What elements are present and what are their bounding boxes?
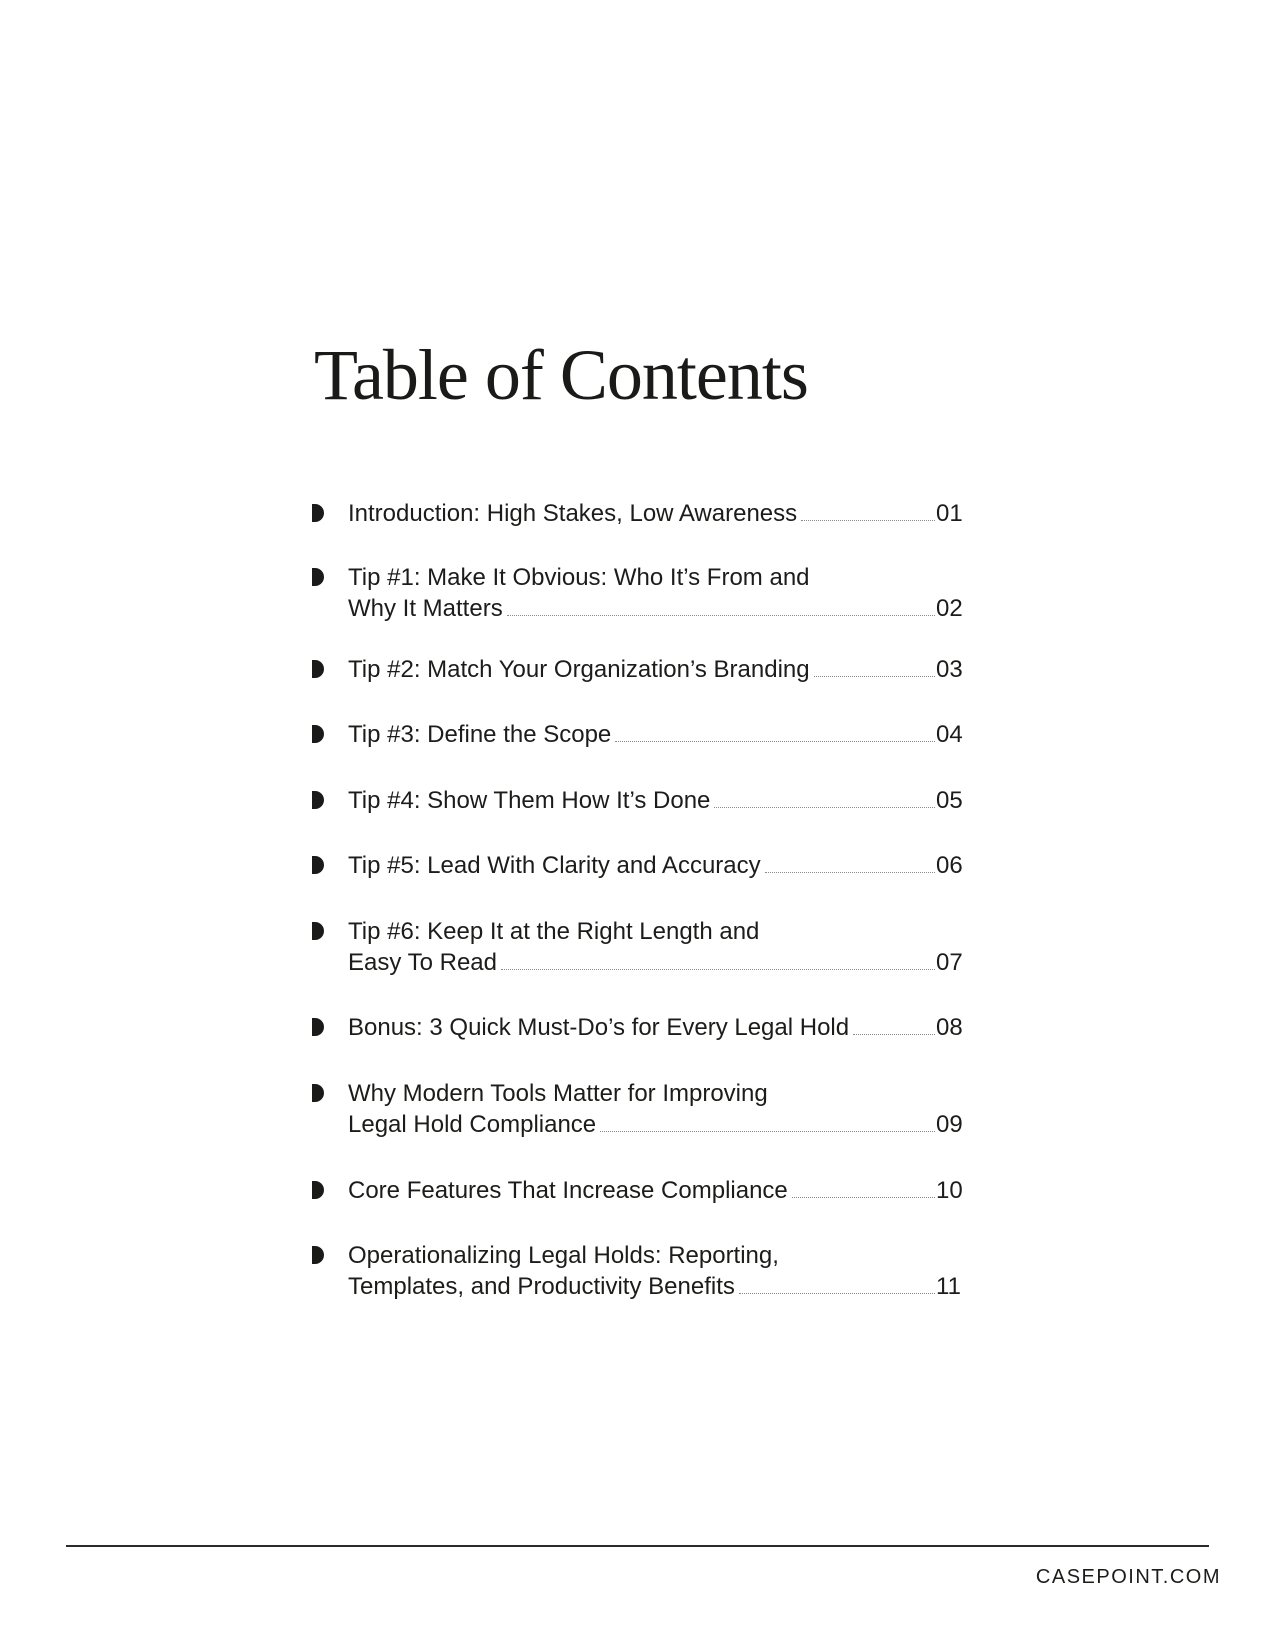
page-title: Table of Contents (314, 335, 808, 415)
dot-leader (714, 807, 935, 808)
toc-page-number: 03 (936, 656, 963, 683)
toc-entry-title-line: Templates, and Productivity Benefits (348, 1273, 735, 1300)
half-circle-bullet-icon (312, 725, 324, 743)
toc-page-number: 04 (936, 721, 963, 748)
footer-website-link[interactable]: CASEPOINT.COM (1035, 1566, 1221, 1588)
toc-page-number: 07 (936, 949, 963, 976)
toc-entry-title: Tip #4: Show Them How It’s Done (348, 787, 711, 814)
dot-leader (801, 520, 935, 521)
dot-leader (507, 615, 935, 616)
half-circle-bullet-icon (312, 660, 324, 678)
toc-entry-title-line: Easy To Read (348, 949, 497, 976)
dot-leader (765, 872, 935, 873)
toc-page-number: 02 (936, 595, 963, 622)
half-circle-bullet-icon (312, 1181, 324, 1199)
dot-leader (600, 1131, 935, 1132)
dot-leader (615, 741, 935, 742)
half-circle-bullet-icon (312, 504, 324, 522)
dot-leader (814, 676, 935, 677)
half-circle-bullet-icon (312, 791, 324, 809)
toc-entry-title: Tip #2: Match Your Organization’s Branding (348, 656, 810, 683)
dot-leader (853, 1034, 935, 1035)
toc-entry-title-line: Tip #6: Keep It at the Right Length and (348, 918, 760, 945)
toc-entry-title: Tip #3: Define the Scope (348, 721, 612, 748)
half-circle-bullet-icon (312, 568, 324, 586)
toc-entry-title-line: Operationalizing Legal Holds: Reporting, (348, 1242, 779, 1269)
toc-entry-title-line: Why Modern Tools Matter for Improving (348, 1080, 768, 1107)
footer-divider (66, 1545, 1209, 1547)
half-circle-bullet-icon (312, 856, 324, 874)
dot-leader (501, 969, 935, 970)
half-circle-bullet-icon (312, 1084, 324, 1102)
table-of-contents (312, 0, 972, 1650)
dot-leader (792, 1197, 935, 1198)
toc-entry-title-line: Legal Hold Compliance (348, 1111, 597, 1138)
toc-entry-title: Bonus: 3 Quick Must-Do’s for Every Legal Hold (348, 1014, 850, 1041)
toc-page-number: 06 (936, 852, 963, 879)
half-circle-bullet-icon (312, 1246, 324, 1264)
dot-leader (739, 1293, 935, 1294)
toc-entry-title-line: Why It Matters (348, 595, 503, 622)
half-circle-bullet-icon (312, 1018, 324, 1036)
toc-page-number: 08 (936, 1014, 963, 1041)
toc-page-number: 10 (936, 1177, 963, 1204)
half-circle-bullet-icon (312, 922, 324, 940)
toc-page-number: 01 (936, 500, 963, 527)
toc-entry-title-line: Tip #1: Make It Obvious: Who It’s From and (348, 564, 810, 591)
toc-page-number: 11 (936, 1273, 961, 1300)
toc-entry-title: Tip #5: Lead With Clarity and Accuracy (348, 852, 761, 879)
toc-page-number: 09 (936, 1111, 963, 1138)
toc-entry-title: Core Features That Increase Compliance (348, 1177, 788, 1204)
toc-entry-title: Introduction: High Stakes, Low Awareness (348, 500, 798, 527)
toc-page-number: 05 (936, 787, 963, 814)
